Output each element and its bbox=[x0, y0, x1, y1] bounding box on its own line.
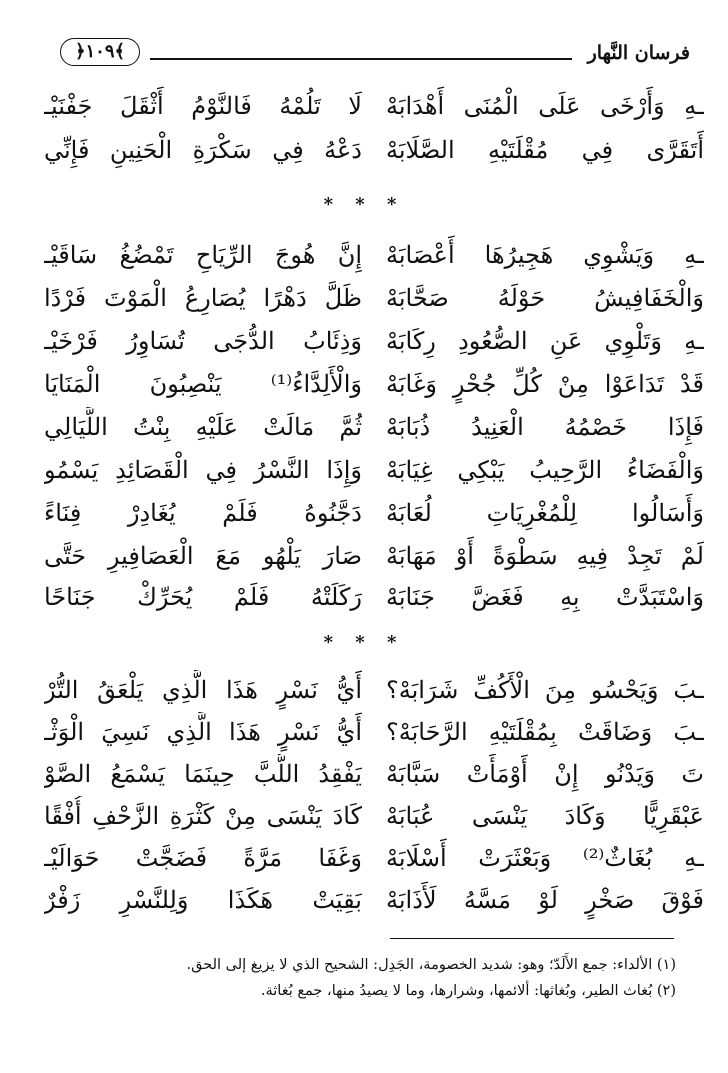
verse-second-hemistich: ـهِ بُغَاثٌ⁽²⁾ وَبَعْثَرَتْ أَسْلَابَهْ bbox=[386, 844, 704, 872]
verse-first-hemistich: بَقِيَتْ هَكَذَا وَلِلنَّسْرِ زَفْرٌ bbox=[44, 886, 362, 914]
verse-line bbox=[44, 86, 704, 126]
stanza-separator: * * * bbox=[323, 632, 405, 653]
verse-second-hemistich: ـبَ وَضَاقَتْ بِمُقْلَتَيْهِ الرَّحَابَهْ؟ bbox=[386, 718, 704, 746]
footnote: (٢) بُغاث الطير، وبُغاثها: ألائمها، وشرارها، وما لا يصيدُ منها، جمع بُغاثة. bbox=[260, 983, 676, 999]
verse-first-hemistich: وَذِئَابُ الدُّجَى تُسَاوِرُ فَرْخَيْـ bbox=[44, 327, 362, 355]
verse-line bbox=[44, 536, 704, 576]
verse-line bbox=[44, 712, 704, 752]
verse-first-hemistich: ثُمَّ مَالَتْ عَلَيْهِ بِنْتُ اللَّيَالِي bbox=[44, 413, 362, 441]
verse-first-hemistich: إِنَّ هُوجَ الرِّيَاحِ تَمْضُغُ سَاقَيْـ bbox=[44, 241, 362, 269]
verse-second-hemistich: وَأَسَالُوا لِلْمُغْرِيَاتِ لُعَابَهْ bbox=[386, 499, 704, 527]
verse-line bbox=[44, 407, 704, 447]
verse-first-hemistich: ظَلَّ دَهْرًا يُصَارِعُ الْمَوْتَ فَرْدًا bbox=[44, 284, 362, 312]
verse-second-hemistich: عَبْقَرِيًّا وَكَادَ يَنْسَى عُبَابَهْ bbox=[386, 802, 704, 830]
page-header bbox=[60, 34, 690, 74]
running-title: فرسان النَّهار bbox=[587, 42, 690, 64]
footnote: (١) الألداء: جمع الأَلَدّ؛ وهو: شديد الخصومة، الجَدِل: الشحيح الذي لا يزيغ إلى الحق. bbox=[186, 957, 676, 973]
verse-second-hemistich: قَدْ تَدَاعَوْا مِنْ كُلِّ جُحْرٍ وَغَابَهْ bbox=[386, 370, 704, 398]
verse-second-hemistich: فَإِذَا خَصْمُهُ الْعَنِيدُ ذُبَابَهْ bbox=[386, 413, 704, 441]
verse-line bbox=[44, 321, 704, 361]
header-rule bbox=[150, 58, 572, 60]
verse-first-hemistich: وَالْأَلِدَّاءُ⁽¹⁾ يَنْصِبُونَ الْمَنَايَا bbox=[44, 370, 362, 398]
verse-second-hemistich: وَالْفَضَاءُ الرَّحِيبُ يَبْكِي غِيَابَهْ bbox=[386, 456, 704, 484]
verse-second-hemistich: لَمْ تَجِدْ فِيهِ سَطْوَةً أَوْ مَهَابَهْ bbox=[386, 542, 704, 570]
verse-line bbox=[44, 364, 704, 404]
verse-second-hemistich: فَوْقَ صَخْرٍ لَوْ مَسَّهُ لَأَذَابَهْ bbox=[386, 886, 704, 914]
verse-first-hemistich: رَكَلَتْهُ فَلَمْ يُحَرِّكْ جَنَاحًا bbox=[44, 583, 362, 611]
verse-second-hemistich: ـهِ وَتَلْوِي عَنِ الصُّعُودِ رِكَابَهْ bbox=[386, 327, 704, 355]
verse-line bbox=[44, 796, 704, 836]
verse-first-hemistich: كَادَ يَنْسَى مِنْ كَثْرَةِ الزَّحْفِ أُفْقًا bbox=[44, 802, 362, 830]
verse-line bbox=[44, 450, 704, 490]
verse-first-hemistich: دَعْهُ فِي سَكْرَةِ الْحَنِينِ فَإِنِّي bbox=[44, 136, 362, 164]
verse-second-hemistich: تَ وَيَدْنُو إِنْ أَوْمَأَتْ سَبَّابَهْ bbox=[386, 760, 704, 788]
page-number: ﴿١٠٩﴾ bbox=[60, 38, 140, 66]
verse-line bbox=[44, 880, 704, 920]
verse-line bbox=[44, 130, 704, 170]
verse-line bbox=[44, 754, 704, 794]
verse-first-hemistich: دَجَّنُوهُ فَلَمْ يُغَادِرْ فِنَاءً bbox=[44, 499, 362, 527]
verse-line bbox=[44, 577, 704, 617]
verse-first-hemistich: يَفْقِدُ اللُّبَّ حِينَمَا يَسْمَعُ الصَّوْ bbox=[44, 760, 362, 788]
verse-first-hemistich: وَإِذَا النَّسْرُ فِي الْقَصَائِدِ يَسْمُو bbox=[44, 456, 362, 484]
verse-line bbox=[44, 235, 704, 275]
verse-second-hemistich: وَالْخَفَافِيشُ حَوْلَهُ صَحَّابَهْ bbox=[386, 284, 704, 312]
footnote-rule bbox=[390, 938, 674, 939]
verse-first-hemistich: صَارَ يَلْهُو مَعَ الْعَصَافِيرِ حَتَّى bbox=[44, 542, 362, 570]
verse-second-hemistich: أَتَقَرَّى فِي مُقْلَتَيْهِ الصَّلَابَهْ bbox=[386, 136, 704, 164]
verse-first-hemistich: لَا تَلُمْهُ فَالنَّوْمُ أَثْقَلَ جَفْنَيْـ bbox=[44, 92, 362, 120]
verse-second-hemistich: ـبَ وَيَحْسُو مِنَ الْأَكُفِّ شَرَابَهْ؟ bbox=[386, 676, 704, 704]
verse-line bbox=[44, 838, 704, 878]
verse-second-hemistich: وَاسْتَبَدَّتْ بِهِ فَغَضَّ جَنَابَهْ bbox=[386, 583, 704, 611]
verse-first-hemistich: أَيُّ نَسْرٍ هَذَا الَّذِي يَلْعَقُ التُّرْ bbox=[44, 676, 362, 704]
verse-second-hemistich: ـهِ وَأَرْخَى عَلَى الْمُنَى أَهْدَابَهْ bbox=[386, 92, 704, 120]
verse-line bbox=[44, 278, 704, 318]
verse-line bbox=[44, 670, 704, 710]
verse-first-hemistich: أَيُّ نَسْرٍ هَذَا الَّذِي نَسِيَ الْوَثْـ bbox=[44, 718, 362, 746]
verse-first-hemistich: وَغَفَا مَرَّةً فَضَجَّتْ حَوَالَيْـ bbox=[44, 844, 362, 872]
stanza-separator: * * * bbox=[323, 194, 405, 215]
verse-second-hemistich: ـهِ وَيَشْوِي هَجِيرُهَا أَعْصَابَهْ bbox=[386, 241, 704, 269]
verse-line bbox=[44, 493, 704, 533]
